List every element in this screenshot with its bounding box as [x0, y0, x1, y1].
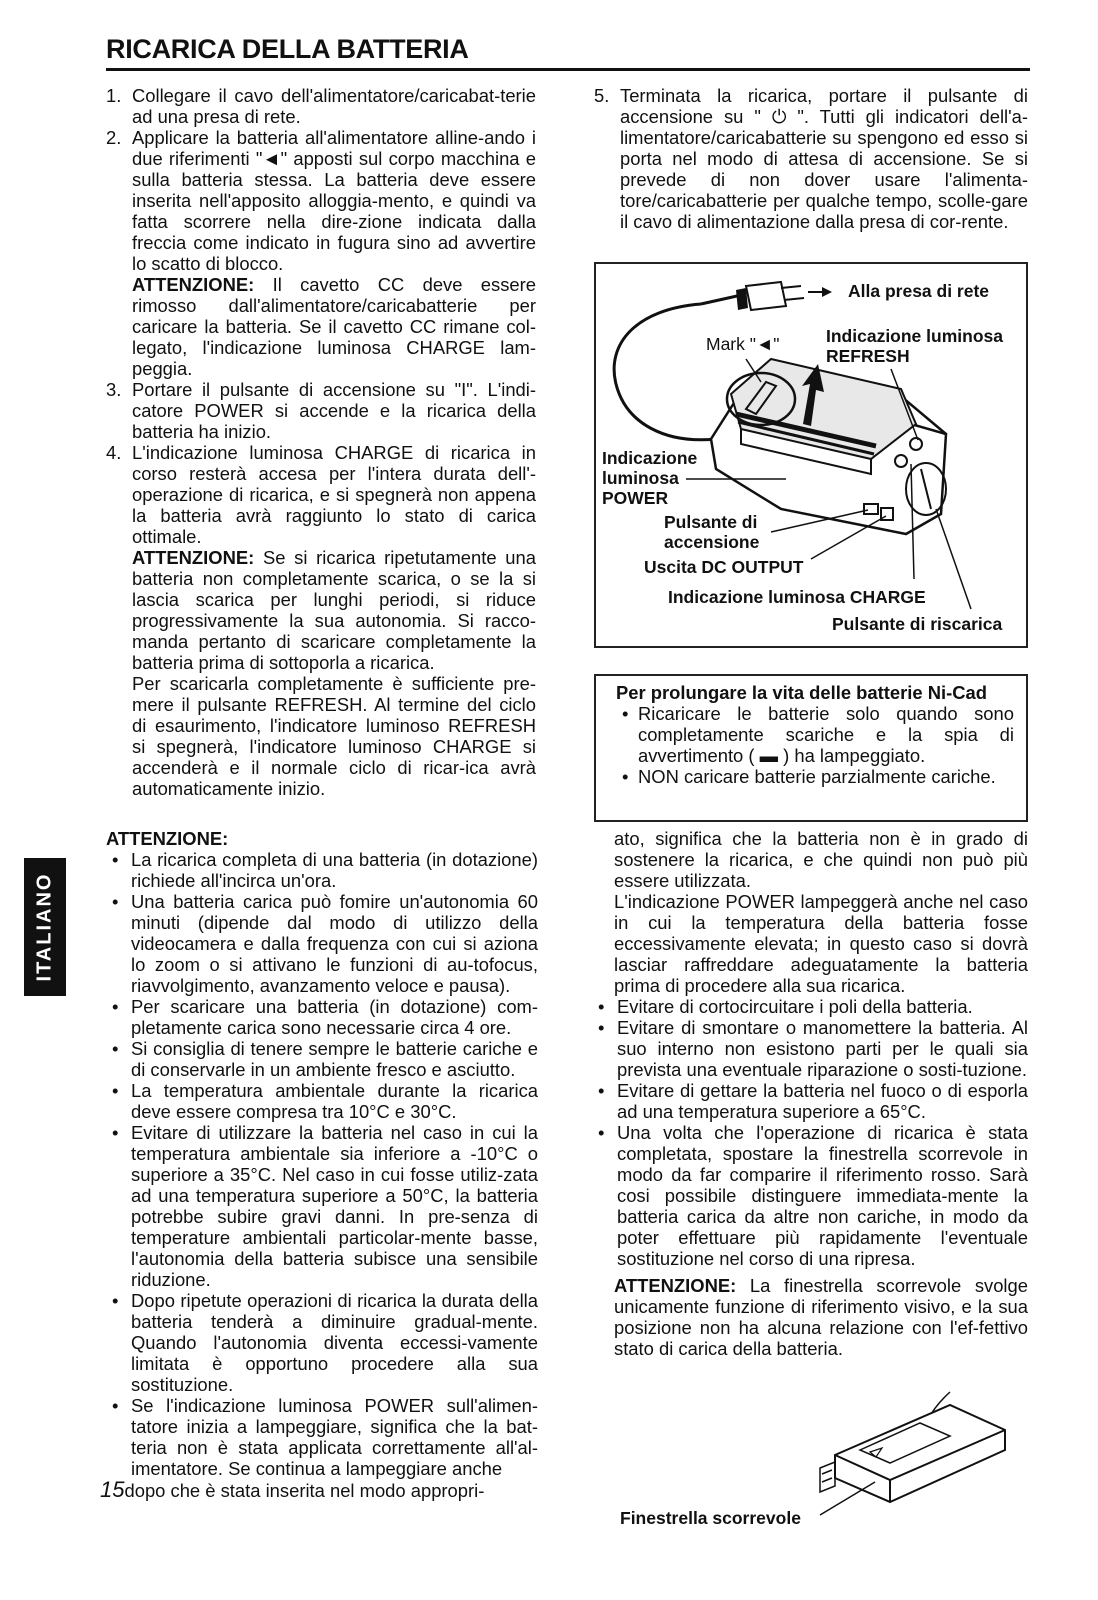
step-3 [106, 379, 536, 442]
step-number: 4. [106, 442, 122, 463]
page-footer-line [100, 1479, 538, 1501]
caution-item: • Se l'indicazione luminosa POWER sull'alimen-tatore inizia a lampeggiare, significa che la bat-teria non è stata applicata correttamente all'al-imentatore. Se continua a lampeggiare anche [106, 1395, 538, 1479]
caution-item: • Evitare di cortocircuitare i poli della batteria. [592, 996, 1028, 1017]
caution-item: • Una volta che l'operazione di ricarica è stata completata, spostare la finestrella scorrevole in modo da far comparire il riferimento rosso. Sarà cosi possibile distinguere immediata-mente la batteria carica da altre non cariche, in modo da poter effettuare più rapidamente l'eventuale sostituzione nel corso di una ripresa. [592, 1122, 1028, 1269]
power-cable [614, 304, 716, 440]
label-switch: Pulsante di accensione [664, 512, 760, 552]
label-dc-output: Uscita DC OUTPUT [644, 557, 804, 577]
page-number: 15 [100, 1477, 125, 1502]
label-refresh: Indicazione luminosa REFRESH [826, 326, 1003, 366]
tip-item: • NON caricare batterie parzialmente cariche. [616, 766, 1014, 787]
step-4 [106, 442, 536, 799]
caution-item: • Evitare di utilizzare la batteria nel caso in cui la temperatura ambientale sia inferiore a -10°C o superiore a 35°C. Nel caso in cui fosse utiliz-zata ad una temperatura superiore a 50°C, la batteria potrebbe subire gravi danni. In pre-senza di temperature ambientali particolar-mente basse, l'autonomia della batteria subisce una sensibile riduzione. [106, 1122, 538, 1290]
battery-illustration [800, 1390, 1020, 1520]
caution-paragraph: L'indicazione POWER lampeggerà anche nel caso in cui la temperatura della batteria fosse eccessivamente elevata; in questo caso si dovrà lasciar raffreddare adeguatamente la batteria prima di procedere alla sua ricarica. [614, 891, 1028, 996]
step-text: L'indicazione luminosa CHARGE di ricarica in corso resterà accesa per l'intera durata dell'-operazione di ricarica, e si spegnerà non appena la batteria avrà raggiunto lo stato di carica ottimale. [132, 442, 536, 547]
step-1 [106, 85, 536, 127]
caution-text: Se si ricarica ripetutamente una batteria non completamente scarica, o se la si lascia scarica per lunghi periodi, si riduce progressivamente la sua autonomia. Si racco-manda pertanto di scaricare completamente la batteria prima di sottoporla a ricarica. [132, 547, 536, 673]
label-mark: Mark "◄" [706, 334, 780, 354]
plug-icon [736, 282, 804, 310]
refresh-instructions: Per scaricarla completamente è sufficiente pre-mere il pulsante REFRESH. Al termine del ciclo di esaurimento, l'indicatore luminoso REFRESH si spegnerà, l'indicatore luminoso CHARGE si accenderà e il normale ciclo di ricar-ica avrà automaticamente inizio. [132, 673, 536, 799]
caution-text: La finestrella scorrevole svolge unicamente funzione di riferimento visivo, e la sua posizione non ha alcuna relazione con l'ef-fettivo stato di carica della batteria. [614, 1275, 1028, 1359]
cautions-right-column [614, 828, 1028, 1359]
step-text: Applicare la batteria all'alimentatore alline-ando i due riferimenti "◄" apposti sul corpo macchina e sulla batteria stessa. La batteria deve essere inserita nell'apposito alloggia-mento, e quindi va fatta scorrere nella dire-zione indicata dalla freccia come indicato in fugura sino ad avvertire lo scatto di blocco. [132, 127, 536, 274]
title-rule [106, 68, 1030, 71]
step-text: Terminata la ricarica, portare il pulsante di accensione su " ⏻ ". Tutti gli indicatori dell'a-limentatore/caricabatterie su spengono ed esso si porta nel modo di attesa di accensione. Se si prevede di non dover usare l'alimenta-tore/caricabatterie per qualche tempo, scolle-gare il cavo di alimentazione dalla presa di cor-rente. [620, 85, 1028, 232]
power-switch-icon [864, 504, 878, 514]
label-power: Indicazione luminosa POWER [602, 448, 698, 508]
step-2 [106, 127, 536, 379]
step-number: 2. [106, 127, 122, 148]
language-tab [24, 858, 66, 996]
label-sliding-window: Finestrella scorrevole [620, 1508, 801, 1528]
caution-item: • Per scaricare una batteria (in dotazione) com-pletamente carica sono necessarie circa 4 ore. [106, 996, 538, 1038]
final-caution [614, 1275, 1028, 1359]
caution-item: • La temperatura ambientale durante la ricarica deve essere compresa tra 10°C e 30°C. [106, 1080, 538, 1122]
caution-continuation: ato, significa che la batteria non è in grado di sostenere la ricarica, e che quindi non può più essere utilizzata. [614, 828, 1028, 891]
refresh-light-icon [910, 438, 922, 450]
caution-text: Il cavetto CC deve essere rimosso dall'alimentatore/caricabatterie per caricare la batteria. Se il cavetto CC rimane col-legato, l'indicazione luminosa CHARGE lam-peggia. [132, 274, 536, 379]
step-text: Portare il pulsante di accensione su "I". L'indi-catore POWER si accende e la ricarica della batteria ha inizio. [132, 379, 536, 442]
step-number: 3. [106, 379, 122, 400]
charge-light-icon [895, 455, 907, 467]
nicad-tip-box [594, 674, 1028, 822]
caution-continued: dopo che è stata inserita nel modo appropri- [124, 1480, 485, 1501]
page-title: RICARICA DELLA BATTERIA [106, 34, 469, 64]
step-number: 5. [594, 85, 610, 106]
charger-body [711, 359, 946, 534]
step-5 [594, 85, 1028, 232]
label-charge: Indicazione luminosa CHARGE [668, 587, 926, 607]
caution-label: ATTENZIONE: [614, 1275, 737, 1296]
steps-right-column [594, 85, 1028, 232]
tip-title: Per prolungare la vita delle batterie Ni-Cad [616, 682, 987, 703]
language-tab-label: ITALIANO [33, 872, 56, 982]
caution-item: • Si consiglia di tenere sempre le batterie cariche e di conservarle in un ambiente fresco e asciutto. [106, 1038, 538, 1080]
label-refresh-button: Pulsante di riscarica [832, 614, 1003, 634]
cautions-left-column [100, 828, 538, 1502]
cautions-title: ATTENZIONE: [106, 828, 229, 849]
step-text: Collegare il cavo dell'alimentatore/caricabat-terie ad una presa di rete. [132, 85, 536, 127]
step-number: 1. [106, 85, 122, 106]
steps-left-column [106, 85, 536, 799]
charger-diagram [594, 262, 1028, 648]
caution-label: ATTENZIONE: [132, 547, 255, 568]
caution-item: • Dopo ripetute operazioni di ricarica la durata della batteria tenderà a diminuire gradual-mente. Quando l'autonomia diventa eccessi-vamente limitata è opportuno procedere alla sua sostituzione. [106, 1290, 538, 1395]
arrow-icon [822, 287, 832, 297]
caution-item: • Evitare di smontare o manomettere la batteria. Al suo interno non esistono parti per le quali sia prevista una eventuale riparazione o sosti-tuzione. [592, 1017, 1028, 1080]
label-mains: Alla presa di rete [848, 281, 990, 301]
caution-item: • La ricarica completa di una batteria (in dotazione) richiede all'incirca un'ora. [106, 849, 538, 891]
caution-label: ATTENZIONE: [132, 274, 255, 295]
caution-item: • Evitare di gettare la batteria nel fuoco o di esporla ad una temperatura superiore a 65°C. [592, 1080, 1028, 1122]
caution-item: • Una batteria carica può fomire un'autonomia 60 minuti (dipende dal modo di utilizzo della videocamera e dalla frequenza con cui si aziona lo zoom o si attivano le funzioni di au-tofocus, riavvolgimento, avanzamento veloce e pausa). [106, 891, 538, 996]
tip-item: • Ricaricare le batterie solo quando sono completamente scariche e la spia di avvertimento ( ▬ ) ha lampeggiato. [616, 703, 1014, 766]
